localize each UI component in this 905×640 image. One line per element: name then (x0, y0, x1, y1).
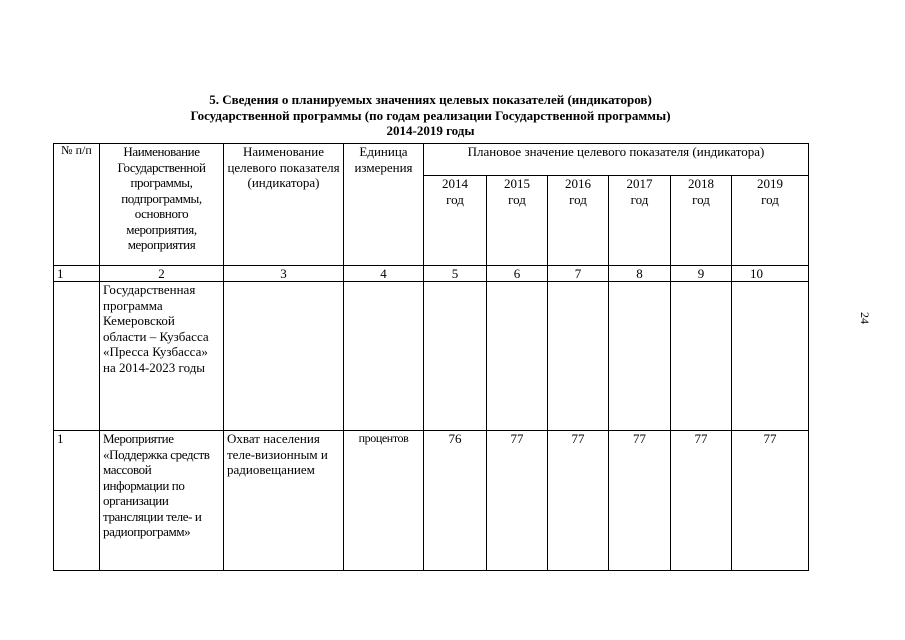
header-year-2017: 2017 год (609, 176, 671, 266)
row-number: 1 (54, 431, 100, 571)
header-unit: Единица измерения (344, 144, 424, 266)
row-value-2016 (548, 282, 609, 431)
column-number: 6 (487, 266, 548, 282)
column-number: 3 (224, 266, 344, 282)
row-value-2017 (609, 282, 671, 431)
header-year-2019: 2019 год (732, 176, 809, 266)
table-row (54, 431, 809, 571)
row-number (54, 282, 100, 431)
header-indicator-name: Наименование целевого показателя (индикатора) (224, 144, 344, 266)
page-number: 24 (858, 312, 872, 324)
indicators-table (53, 143, 809, 571)
row-value-2014: 76 (424, 431, 487, 571)
header-program-name: Наименование Государственной программы, подпрограммы, основного мероприятия, мероприятия (100, 144, 224, 266)
row-value-2017: 77 (609, 431, 671, 571)
header-row (54, 144, 809, 176)
title-line-3: 2014-2019 годы (386, 123, 475, 138)
header-planned-value: Плановое значение целевого показателя (индикатора) (424, 144, 809, 176)
column-number: 8 (609, 266, 671, 282)
row-value-2015: 77 (487, 431, 548, 571)
header-year-2014: 2014 год (424, 176, 487, 266)
column-number: 2 (100, 266, 224, 282)
row-value-2019 (732, 282, 809, 431)
header-year-2016: 2016 год (548, 176, 609, 266)
row-program-name: Мероприятие «Поддержка средств массовой информации по организации трансляции теле- и радиопрограмм» (100, 431, 224, 571)
row-unit: процентов (344, 431, 424, 571)
row-value-2014 (424, 282, 487, 431)
column-number: 10 (732, 266, 809, 282)
header-year-2018: 2018 год (671, 176, 732, 266)
row-program-name: Государственная программа Кемеровской области – Кузбасса «Пресса Кузбасса» на 2014-2023 годы (100, 282, 224, 431)
column-number: 5 (424, 266, 487, 282)
column-number: 9 (671, 266, 732, 282)
header-year-2015: 2015 год (487, 176, 548, 266)
row-unit (344, 282, 424, 431)
document-title (53, 92, 808, 139)
title-line-2: Государственной программы (по годам реализации Государственной программы) (190, 107, 671, 123)
row-indicator (224, 282, 344, 431)
column-number: 4 (344, 266, 424, 282)
column-number-row (54, 266, 809, 282)
row-value-2018 (671, 282, 732, 431)
title-line-1: 5. Сведения о планируемых значениях целевых показателей (индикаторов) (209, 92, 652, 107)
row-value-2015 (487, 282, 548, 431)
row-indicator: Охват населения теле-визионным и радиовещанием (224, 431, 344, 571)
row-value-2019: 77 (732, 431, 809, 571)
header-number: № п/п (54, 144, 100, 266)
column-number: 1 (54, 266, 100, 282)
row-value-2016: 77 (548, 431, 609, 571)
table-row (54, 282, 809, 431)
row-value-2018: 77 (671, 431, 732, 571)
column-number: 7 (548, 266, 609, 282)
